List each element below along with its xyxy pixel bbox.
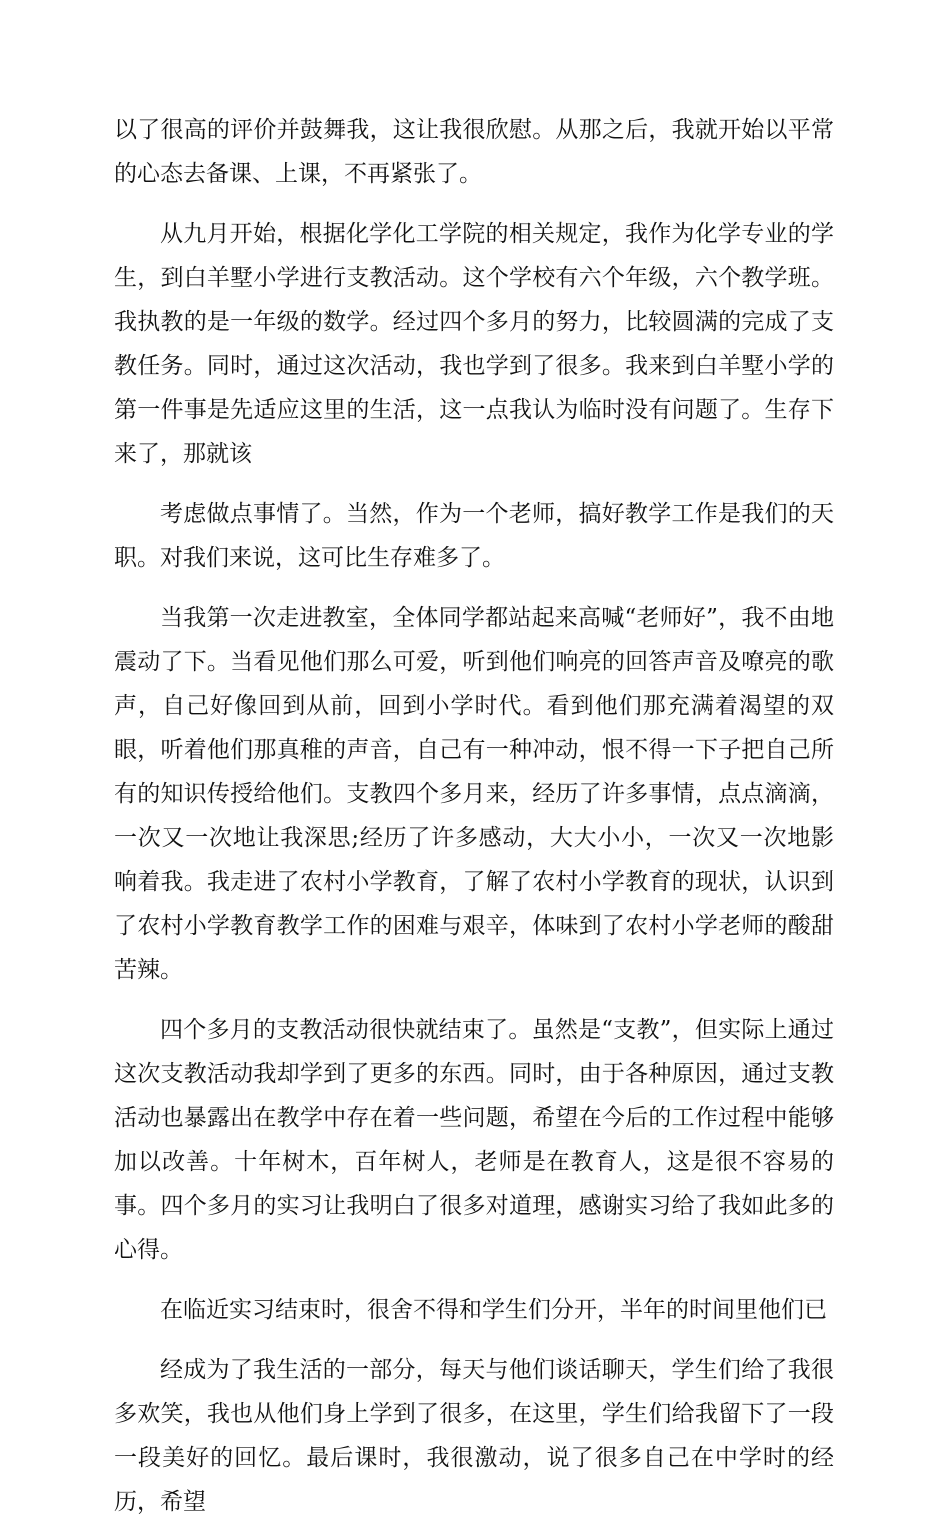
paragraph-3: 考虑做点事情了。当然，作为一个老师，搞好教学工作是我们的天职。对我们来说，这可比生存难多了。 xyxy=(114,501,834,571)
paragraph-5: 四个多月的支教活动很快就结束了。虽然是“支教”，但实际上通过这次支教活动我却学到了更多的东西。同时，由于各种原因，通过支教活动也暴露出在教学中存在着一些问题，希望在今后的工作过程中能够加以改善。十年树木，百年树人，老师是在教育人，这是很不容易的事。四个多月的实习让我明白了很多对道理，感谢实习给了我如此多的心得。 xyxy=(114,1017,834,1263)
paragraph-7: 经成为了我生活的一部分，每天与他们谈话聊天，学生们给了我很多欢笑，我也从他们身上学到了很多，在这里，学生们给我留下了一段一段美好的回忆。最后课时，我很激动，说了很多自己在中学时的经历，希望 xyxy=(114,1357,834,1515)
paragraph-6: 在临近实习结束时，很舍不得和学生们分开，半年的时间里他们已 xyxy=(160,1297,827,1323)
paragraph-1: 以了很高的评价并鼓舞我，这让我很欣慰。从那之后，我就开始以平常的心态去备课、上课，不再紧张了。 xyxy=(114,117,834,187)
document-body xyxy=(114,108,834,1540)
paragraph-2: 从九月开始，根据化学化工学院的相关规定，我作为化学专业的学生，到白羊墅小学进行支教活动。这个学校有六个年级，六个教学班。我执教的是一年级的数学。经过四个多月的努力，比较圆满的完成了支教任务。同时，通过这次活动，我也学到了很多。我来到白羊墅小学的第一件事是先适应这里的生活，这一点我认为临时没有问题了。生存下来了，那就该 xyxy=(114,221,834,467)
paragraph-4: 当我第一次走进教室，全体同学都站起来高喊“老师好”，我不由地震动了下。当看见他们那么可爱，听到他们响亮的回答声音及嘹亮的歌声，自己好像回到从前，回到小学时代。看到他们那充满着渴望的双眼，听着他们那真稚的声音，自己有一种冲动，恨不得一下子把自己所有的知识传授给他们。支教四个多月来，经历了许多事情，点点滴滴，一次又一次地让我深思;经历了许多感动，大大小小，一次又一次地影响着我。我走进了农村小学教育，了解了农村小学教育的现状，认识到了农村小学教育教学工作的困难与艰辛，体味到了农村小学老师的酸甜苦辣。 xyxy=(114,605,834,983)
